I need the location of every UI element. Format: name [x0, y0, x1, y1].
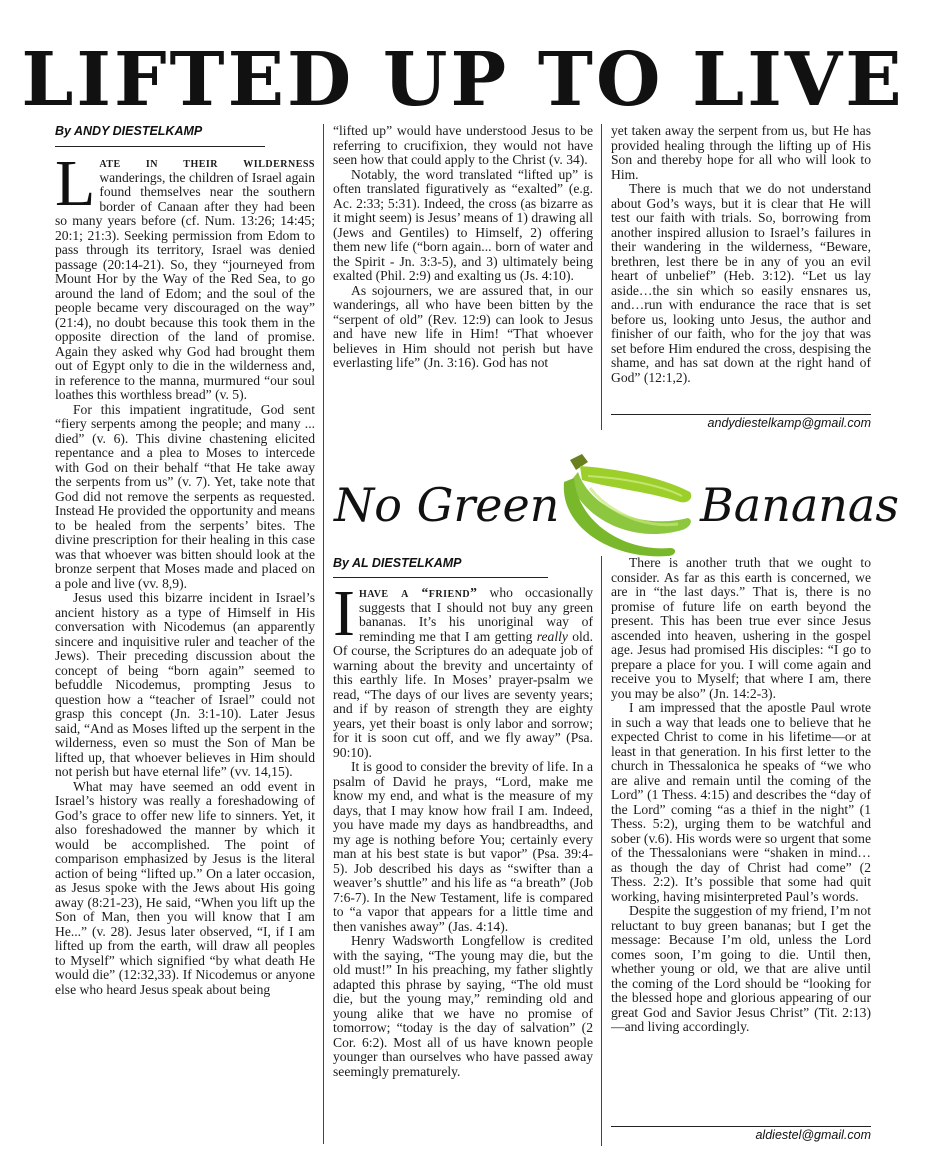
paragraph: “lifted up” would have understood Jesus to be referring to crucifixion, they would not have seen how that could apply to the Christ (v. 34).	[333, 124, 593, 167]
author-email: andydiestelkamp@gmail.com	[707, 416, 871, 430]
byline-rule	[333, 577, 548, 578]
column-divider	[323, 124, 324, 1144]
paragraph: Ihave a “friend” who occasionally suggests that I should not buy any green bananas. It’s his unoriginal way of reminding me that I am getting really old. Of course, the Scriptures do an adequate job of warning about the brevity and uncertainty of this earthly life. In Moses’ prayer-psalm we read, “The days of our lives are seventy years; and if by reason of strength they are eighty years, yet their boast is only labor and sorrow; for it is soon cut off, and we fly away” (Psa. 90:10).	[333, 586, 593, 760]
subarticle-title-right: Bananas	[700, 478, 899, 532]
paragraph: Henry Wadsworth Longfellow is credited with the saying, “The young may die, but the old must!” In his preaching, my father slightly adapted this phrase by saying, “The old must die, but the young may,” reminding old and young alike that we have no promise of tomorrow; “today is the day of salvation” (2 Cor. 6:2). Most all of us have known people younger than ourselves who have passed away seemingly prematurely.	[333, 933, 593, 1079]
byline-rule	[55, 146, 265, 147]
paragraph: Late in their wilderness wanderings, the children of Israel again found themselves near the southern border of Canaan after they had been so many years before (cf. Num. 13:26; 14:45; 20:1; 21:3). Seeking permission from Edom to pass through its territory, Israel was denied passage (20:14-21). So, they “journeyed from Mount Hor by the Way of the Red Sea, to go around the land of Edom; and the soul of the people became very discouraged on the way” (21:4), no doubt because this took them in the opposite direction of the land of promise. Again they asked why God had brought them out of Egypt only to die in the wilderness and, in reference to the manna, murmured “our soul loathes this worthless bread” (v. 5).	[55, 156, 315, 402]
byline-al: By AL DIESTELKAMP	[333, 556, 462, 570]
paragraph: It is good to consider the brevity of life. In a psalm of David he prays, “Lord, make me know my end, and what is the measure of my days, that I may know how frail I am. Indeed, you have made my days as handbreadths, and my age is nothing before You; certainly every man at his best state is but vapor” (Psa. 39:4-5). Job described his days as “swifter than a weaver’s shuttle” and his life as “a breath” (Job 7:6-7). In the New Testament, life is compared to “a vapor that appears for a little time and then vanishes away” (Jas. 4:14).	[333, 759, 593, 934]
paragraph: Notably, the word translated “lifted up” is often translated figuratively as “exalted” (e.g. Ac. 2:33; 5:31). Indeed, the cross (as bizarre as it might seem) is Jesus’ means of 1) drawing all (Jews and Gentiles) to Himself, 2) offering them new life (“born again... born of water and the Spirit - Jn. 3:3-5), and 3) ultimately being exalted (Phil. 2:9) and exalting us (Js. 4:10).	[333, 166, 593, 283]
article2-column-2	[611, 556, 871, 1126]
article1-column-3	[611, 124, 871, 414]
article2-column-1	[333, 586, 593, 1146]
paragraph: There is much that we do not understand about God’s ways, but it is clear that He will test our faith with trials. So, borrowing from another inspired allusion to Israel’s failures in their wandering in the wilderness, “Beware, brethren, lest there be in any of you an evil heart of unbelief” (Heb. 3:12). “Let us lay aside…the sin which so easily ensnares us, and…run with endurance the race that is set before us, looking unto Jesus, the author and finisher of our faith, who for the joy that was set before Him endured the cross, despising the shame, and has sat down at the right hand of God” (12:1,2).	[611, 181, 871, 385]
subarticle-title-left: No Green	[334, 478, 560, 532]
paragraph: What may have seemed an odd event in Israel’s history was really a foreshadowing of God’s grace to offer new life to sinners. Yet, it also foreshadowed the manner by which it would be accomplished. The point of comparison emphasized by Jesus is the literal action of being “lifted up.” On a later occasion, as Jesus spoke with the Jews about His going away (8:21-23), He said, “When you lift up the Son of Man, then you will know that I am He...” (v. 28). Jesus later observed, “I, if I am lifted up from the earth, will draw all peoples to Myself” which signified “by what death He would die” (12:32,33). If Nicodemus or anyone else who heard Jesus speak about being	[55, 778, 315, 997]
email-rule	[611, 1126, 871, 1127]
dropcap: I	[333, 586, 355, 650]
paragraph: There is another truth that we ought to consider. As far as this earth is concerned, we are in “the last days.” That is, there is no promise of future life on earth beyond the present. This has been true ever since Jesus ascended into heaven, ushering in the gospel age. Jesus had promised His disciples: “I go to prepare a place for you. I will come again and receive you to Myself; that where I am, there you may be also” (Jn. 14:2-3).	[611, 556, 871, 701]
paragraph: yet taken away the serpent from us, but He has provided healing through the lifting up of His Son and thereby hope for all who will look to Him.	[611, 124, 871, 182]
column-divider	[601, 124, 602, 430]
column-divider	[601, 556, 602, 1146]
paragraph: As sojourners, we are assured that, in our wanderings, all who have been bitten by the “serpent of old” (Rev. 12:9) can look to Jesus and have new life in Him! “That whoever believes in Him should not perish but have everlasting life” (Jn. 3:16). God has not	[333, 282, 593, 370]
article1-column-1	[55, 156, 315, 1146]
dropcap: L	[55, 156, 96, 220]
article1-column-2	[333, 124, 593, 430]
paragraph: Despite the suggestion of my friend, I’m not reluctant to buy green bananas; but I get the message: Because I’m old, unless the Lord comes soon, I’m going to die. Until then, whether young or old, we that are alive until the coming of the Lord should be “looking for the blessed hope and glorious appearing of our great God and Savior Jesus Christ” (Tit. 2:13)—and living accordingly.	[611, 903, 871, 1034]
paragraph: For this impatient ingratitude, God sent “fiery serpents among the people; and many ... died” (v. 6). This divine chastening elicited repentance and a plea to Moses to intercede with God on their behalf “that He take away the serpents from us” (v. 7). Yet, take note that God did not remove the serpents as requested. Instead He provided the opportunity and means to be healed from the serpents’ bites. The divine prescription for their healing in this case was that whoever was bitten should look at the bronze serpent that Moses made and placed on a pole and live (vv. 8,9).	[55, 401, 315, 591]
green-bananas-image	[530, 448, 700, 558]
email-rule	[611, 414, 871, 415]
article-title: LIFTED UP TO LIVE	[21, 37, 905, 123]
author-email: aldiestel@gmail.com	[755, 1128, 871, 1142]
paragraph: Jesus used this bizarre incident in Israel’s ancient history as a type of Himself in His conversation with Nicodemus (an apparently sincere and inquisitive ruler and teacher of the Jews). Their preceding discussion about the concept of being “born again” seemed to befuddle Nicodemus, prompting Jesus to question how a “teacher of Israel” could not grasp this concept (Jn. 3:1-10). Later Jesus said, “And as Moses lifted up the serpent in the wilderness, even so must the Son of Man be lifted up, that whoever believes in Him should not perish but have eternal life” (vv. 14,15).	[55, 590, 315, 779]
paragraph: I am impressed that the apostle Paul wrote in such a way that leads one to believe that he expected Christ to come in his lifetime—or at least in that generation. In his first letter to the church in Thessalonica he speaks of “we who are alive and remain until the coming of the Lord” (1 Thess. 4:15) and describes the “day of the Lord” coming “as a thief in the night” (1 Thess. 5:2), urging them to be watchful and sober (v.6). His words were so urgent that some of the Thessalonians were “shaken in mind… as though the day of Christ had come” (2 Thess. 2:2). It’s possible that some had quit working, having misinterpreted Paul’s words.	[611, 700, 871, 904]
byline-andy: By ANDY DIESTELKAMP	[55, 124, 203, 138]
